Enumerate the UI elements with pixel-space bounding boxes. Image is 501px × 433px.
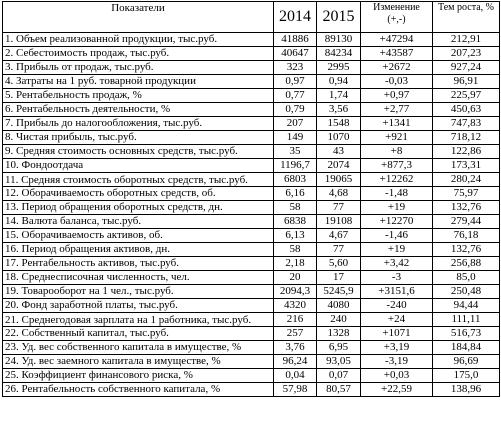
- table-row: [3, 159, 500, 173]
- value-2014-cell: 20: [274, 271, 317, 285]
- growth-rate-cell: 132,76: [433, 243, 500, 257]
- value-2014-cell: 216: [274, 313, 317, 327]
- change-cell: +3,19: [361, 341, 433, 355]
- table-row: [3, 47, 500, 61]
- growth-rate-cell: 111,11: [433, 313, 500, 327]
- value-2014-cell: 2094,3: [274, 285, 317, 299]
- indicator-cell: 16. Период обращения активов, дн.: [3, 243, 274, 257]
- table-row: [3, 131, 500, 145]
- change-cell: -240: [361, 299, 433, 313]
- change-cell: +19: [361, 243, 433, 257]
- table-row: [3, 75, 500, 89]
- indicator-cell: 17. Рентабельность активов, тыс.руб.: [3, 257, 274, 271]
- indicator-cell: 25. Коэффициент финансового риска, %: [3, 369, 274, 383]
- growth-rate-cell: 212,91: [433, 33, 500, 47]
- growth-rate-cell: 250,48: [433, 285, 500, 299]
- growth-rate-cell: 173,31: [433, 159, 500, 173]
- header-growth-rate: Тем роста, %: [433, 2, 500, 33]
- value-2015-cell: 1328: [317, 327, 361, 341]
- change-cell: +24: [361, 313, 433, 327]
- growth-rate-cell: 184,84: [433, 341, 500, 355]
- value-2014-cell: 6838: [274, 215, 317, 229]
- change-cell: +43587: [361, 47, 433, 61]
- table-row: [3, 215, 500, 229]
- value-2014-cell: 1196,7: [274, 159, 317, 173]
- change-cell: +22,59: [361, 383, 433, 397]
- change-cell: +2,77: [361, 103, 433, 117]
- value-2014-cell: 207: [274, 117, 317, 131]
- header-2015: 2015: [317, 2, 361, 33]
- table-row: [3, 285, 500, 299]
- value-2015-cell: 84234: [317, 47, 361, 61]
- growth-rate-cell: 225,97: [433, 89, 500, 103]
- change-cell: -1,48: [361, 187, 433, 201]
- value-2014-cell: 40647: [274, 47, 317, 61]
- indicator-cell: 10. Фондоотдача: [3, 159, 274, 173]
- value-2015-cell: 1,74: [317, 89, 361, 103]
- change-cell: +0,97: [361, 89, 433, 103]
- table-row: [3, 187, 500, 201]
- indicator-cell: 5. Рентабельность продаж, %: [3, 89, 274, 103]
- value-2015-cell: 2995: [317, 61, 361, 75]
- value-2015-cell: 0,07: [317, 369, 361, 383]
- value-2015-cell: 6,95: [317, 341, 361, 355]
- indicator-cell: 7. Прибыль до налогообложения, тыс.руб.: [3, 117, 274, 131]
- table-row: [3, 299, 500, 313]
- header-change: Изменение (+,-): [361, 2, 433, 33]
- indicator-cell: 22. Собственный капитал, тыс.руб.: [3, 327, 274, 341]
- indicator-cell: 14. Валюта баланса, тыс.руб.: [3, 215, 274, 229]
- value-2014-cell: 2,18: [274, 257, 317, 271]
- value-2014-cell: 6803: [274, 173, 317, 187]
- growth-rate-cell: 279,44: [433, 215, 500, 229]
- value-2015-cell: 19108: [317, 215, 361, 229]
- growth-rate-cell: 96,91: [433, 75, 500, 89]
- table-row: [3, 33, 500, 47]
- growth-rate-cell: 94,44: [433, 299, 500, 313]
- change-cell: -0,03: [361, 75, 433, 89]
- indicator-cell: 4. Затраты на 1 руб. товарной продукции: [3, 75, 274, 89]
- value-2014-cell: 4320: [274, 299, 317, 313]
- change-cell: +3,42: [361, 257, 433, 271]
- change-cell: +12270: [361, 215, 433, 229]
- growth-rate-cell: 927,24: [433, 61, 500, 75]
- header-indicators: Показатели: [3, 2, 274, 33]
- table-row: [3, 383, 500, 397]
- change-cell: +12262: [361, 173, 433, 187]
- value-2014-cell: 257: [274, 327, 317, 341]
- change-cell: +1071: [361, 327, 433, 341]
- indicator-cell: 8. Чистая прибыль, тыс.руб.: [3, 131, 274, 145]
- value-2015-cell: 17: [317, 271, 361, 285]
- change-cell: +8: [361, 145, 433, 159]
- growth-rate-cell: 75,97: [433, 187, 500, 201]
- table-body: [3, 33, 500, 397]
- value-2015-cell: 240: [317, 313, 361, 327]
- table-row: [3, 201, 500, 215]
- value-2015-cell: 4,67: [317, 229, 361, 243]
- indicator-cell: 3. Прибыль от продаж, тыс.руб.: [3, 61, 274, 75]
- change-cell: +3151,6: [361, 285, 433, 299]
- indicator-cell: 21. Среднегодовая зарплата на 1 работника, тыс.руб.: [3, 313, 274, 327]
- indicator-cell: 15. Оборачиваемость активов, об.: [3, 229, 274, 243]
- change-cell: +877,3: [361, 159, 433, 173]
- growth-rate-cell: 450,63: [433, 103, 500, 117]
- indicator-cell: 24. Уд. вес заемного капитала в имуществе, %: [3, 355, 274, 369]
- table-row: [3, 145, 500, 159]
- value-2015-cell: 19065: [317, 173, 361, 187]
- indicator-cell: 18. Среднесписочная численность, чел.: [3, 271, 274, 285]
- header-2014: 2014: [274, 2, 317, 33]
- indicator-cell: 12. Оборачиваемость оборотных средств, об.: [3, 187, 274, 201]
- table-row: [3, 257, 500, 271]
- change-cell: -1,46: [361, 229, 433, 243]
- growth-rate-cell: 280,24: [433, 173, 500, 187]
- table-row: [3, 313, 500, 327]
- indicator-cell: 2. Себестоимость продаж, тыс.руб.: [3, 47, 274, 61]
- value-2015-cell: 3,56: [317, 103, 361, 117]
- growth-rate-cell: 138,96: [433, 383, 500, 397]
- value-2014-cell: 35: [274, 145, 317, 159]
- value-2014-cell: 149: [274, 131, 317, 145]
- indicator-cell: 19. Товарооборот на 1 чел., тыс.руб.: [3, 285, 274, 299]
- indicator-cell: 23. Уд. вес собственного капитала в имуществе, %: [3, 341, 274, 355]
- change-cell: +19: [361, 201, 433, 215]
- growth-rate-cell: 207,23: [433, 47, 500, 61]
- value-2015-cell: 4080: [317, 299, 361, 313]
- value-2014-cell: 6,13: [274, 229, 317, 243]
- table-row: [3, 327, 500, 341]
- table-row: [3, 243, 500, 257]
- table-row: [3, 89, 500, 103]
- indicator-cell: 1. Объем реализованной продукции, тыс.руб.: [3, 33, 274, 47]
- growth-rate-cell: 256,88: [433, 257, 500, 271]
- indicator-cell: 26. Рентабельность собственного капитала, %: [3, 383, 274, 397]
- indicator-cell: 20. Фонд заработной платы, тыс.руб.: [3, 299, 274, 313]
- value-2014-cell: 58: [274, 201, 317, 215]
- table-row: [3, 369, 500, 383]
- value-2015-cell: 93,05: [317, 355, 361, 369]
- growth-rate-cell: 122,86: [433, 145, 500, 159]
- growth-rate-cell: 747,83: [433, 117, 500, 131]
- table-row: [3, 341, 500, 355]
- value-2015-cell: 1548: [317, 117, 361, 131]
- growth-rate-cell: 132,76: [433, 201, 500, 215]
- value-2014-cell: 323: [274, 61, 317, 75]
- value-2014-cell: 0,04: [274, 369, 317, 383]
- growth-rate-cell: 76,18: [433, 229, 500, 243]
- change-cell: +2672: [361, 61, 433, 75]
- value-2015-cell: 89130: [317, 33, 361, 47]
- value-2015-cell: 5,60: [317, 257, 361, 271]
- table-row: [3, 117, 500, 131]
- change-cell: +0,03: [361, 369, 433, 383]
- value-2015-cell: 4,68: [317, 187, 361, 201]
- change-cell: +921: [361, 131, 433, 145]
- table-row: [3, 61, 500, 75]
- table-row: [3, 173, 500, 187]
- value-2015-cell: 77: [317, 243, 361, 257]
- value-2015-cell: 77: [317, 201, 361, 215]
- change-cell: +1341: [361, 117, 433, 131]
- indicator-cell: 11. Средняя стоимость оборотных средств, тыс.руб.: [3, 173, 274, 187]
- table-row: [3, 271, 500, 285]
- value-2014-cell: 0,79: [274, 103, 317, 117]
- table-row: [3, 229, 500, 243]
- growth-rate-cell: 516,73: [433, 327, 500, 341]
- indicator-cell: 13. Период обращения оборотных средств, дн.: [3, 201, 274, 215]
- indicator-cell: 9. Средняя стоимость основных средств, тыс.руб.: [3, 145, 274, 159]
- table-header-row: [3, 2, 500, 33]
- value-2014-cell: 0,97: [274, 75, 317, 89]
- growth-rate-cell: 175,0: [433, 369, 500, 383]
- value-2014-cell: 6,16: [274, 187, 317, 201]
- value-2014-cell: 58: [274, 243, 317, 257]
- value-2015-cell: 43: [317, 145, 361, 159]
- value-2015-cell: 2074: [317, 159, 361, 173]
- value-2014-cell: 57,98: [274, 383, 317, 397]
- value-2014-cell: 96,24: [274, 355, 317, 369]
- value-2015-cell: 1070: [317, 131, 361, 145]
- value-2015-cell: 0,94: [317, 75, 361, 89]
- value-2014-cell: 3,76: [274, 341, 317, 355]
- indicators-table: [2, 1, 500, 397]
- growth-rate-cell: 96,69: [433, 355, 500, 369]
- change-cell: -3,19: [361, 355, 433, 369]
- table-row: [3, 103, 500, 117]
- growth-rate-cell: 718,12: [433, 131, 500, 145]
- value-2014-cell: 41886: [274, 33, 317, 47]
- table-row: [3, 355, 500, 369]
- value-2015-cell: 5245,9: [317, 285, 361, 299]
- change-cell: -3: [361, 271, 433, 285]
- value-2014-cell: 0,77: [274, 89, 317, 103]
- growth-rate-cell: 85,0: [433, 271, 500, 285]
- change-cell: +47294: [361, 33, 433, 47]
- value-2015-cell: 80,57: [317, 383, 361, 397]
- indicator-cell: 6. Рентабельность деятельности, %: [3, 103, 274, 117]
